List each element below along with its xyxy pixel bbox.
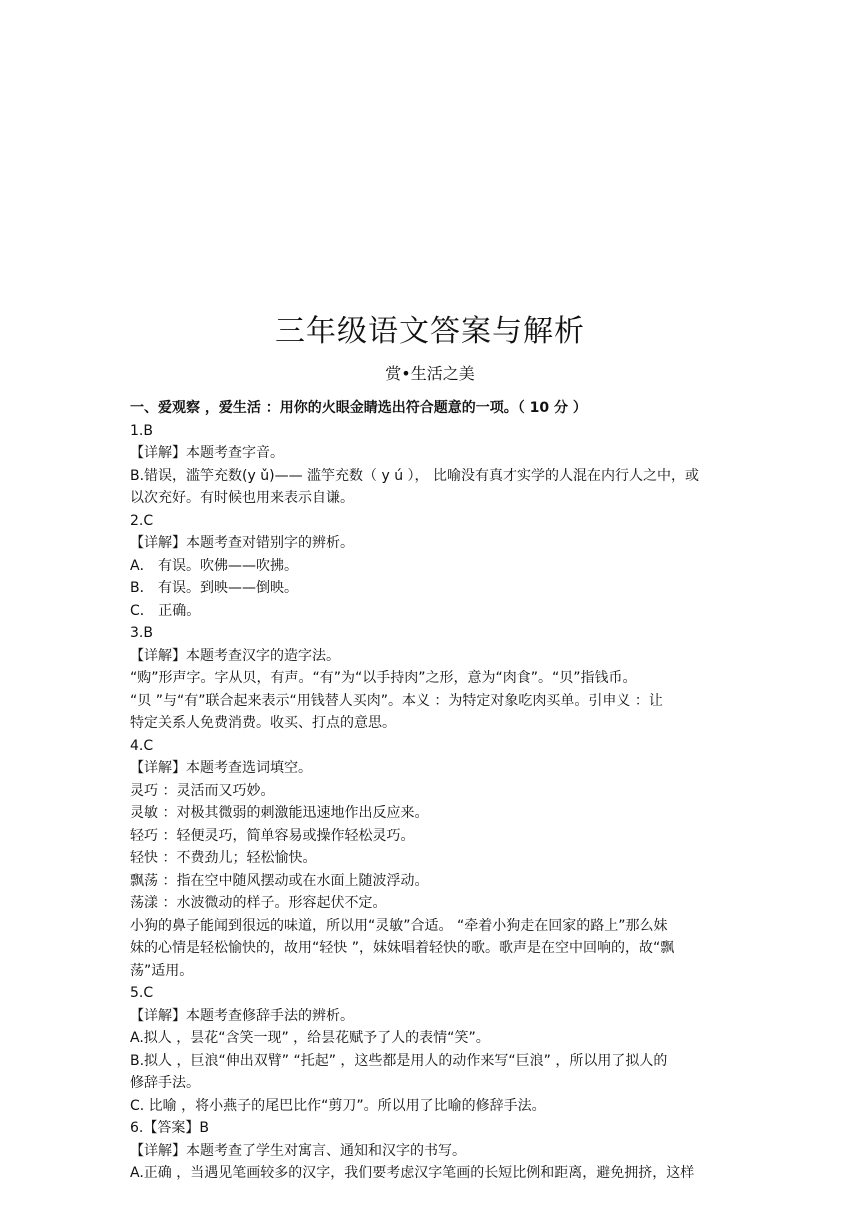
page-subtitle: 赏•生活之美 [385,364,475,383]
text-line: B． 有误。到映——倒映。 [130,580,299,596]
text-line: 荡漾 ：水波微动的样子。形容起伏不定。 [130,895,387,911]
text-line: C. 比喻 ，将小燕子的尾巴比作“剪刀”。所以用了比喻的修辞手法。 [130,1097,546,1114]
section-heading: 一、爱观察 ，爱生活 ：用你的火眼金睛选出符合题意的一项。（ 10 分 ） [130,400,587,416]
text-line: 6.【答案】B [130,1120,209,1136]
text-line: A． 有误。吹佛——吹拂。 [130,557,299,574]
text-line: 2.C [130,512,154,529]
text-line: 3.B [130,625,153,641]
text-line: 轻快 ：不费劲儿；轻松愉快。 [130,850,317,866]
text-line: 灵敏 ：对极其微弱的刺激能迅速地作出反应来。 [130,805,429,821]
text-line: 妹的心情是轻松愉快的，故用“轻快 ”，妹妹唱着轻快的歌。歌声是在空中回响的，故“飘 [130,940,675,956]
text-line: 【详解】本题考查了学生对寓言、通知和汉字的书写。 [130,1142,466,1159]
text-line: 【详解】本题考查字音。 [130,445,284,461]
text-line: 5.C [130,985,154,1001]
text-line: B.错误，滥竽充数(y ǔ)—— 滥竽充数（ y ú ）， 比喻没有真才实学的人混在内行人之中，或 [130,467,699,484]
text-line: 修辞手法。 [130,1075,200,1091]
text-line: 【详解】本题考查对错别字的辨析。 [130,535,354,551]
text-line: C． 正确。 [130,602,201,619]
text-line: “贝 ”与“有”联合起来表示“用钱替人买肉”。本义 ：为特定对象吃肉买单。引申义 ：让 [130,692,663,709]
text-line: 轻巧 ：轻便灵巧，简单容易或操作轻松灵巧。 [130,827,415,844]
text-line: 飘荡 ：指在空中随风摆动或在水面上随波浮动。 [130,872,429,889]
text-line: 4.C [130,737,154,754]
text-line: 灵巧 ：灵活而又巧妙。 [130,782,275,799]
text-line: B.拟人 ，巨浪“伸出双臂” “托起” ，这些都是用人的动作来写“巨浪” ，所以用了拟人的 [130,1052,668,1069]
text-line: 以次充好。有时候也用来表示自谦。 [130,490,354,506]
document-body [130,397,740,1185]
text-line: “购”形声字。字从贝，有声。“有”为“以手持肉”之形，意为“肉食”。“贝”指钱币。 [130,670,637,686]
text-line: A.正确 ，当遇见笔画较多的汉字，我们要考虑汉字笔画的长短比例和距离，避免拥挤，这样 [130,1165,695,1181]
text-line: 【详解】本题考查汉字的造字法。 [130,647,340,664]
text-line: 【详解】本题考查选词填空。 [130,760,312,776]
text-line: 1.B [130,422,153,439]
text-line: 小狗的鼻子能闻到很远的味道，所以用“灵敏”合适。 “牵着小狗走在回家的路上”那么妹 [130,917,668,934]
text-line: A.拟人 ，昙花“含笑一现” ，给昙花赋予了人的表情“笑”。 [130,1030,490,1046]
page-title: 三年级语文答案与解析 [275,314,585,349]
text-line: 特定关系人免费消费。收买、打点的意思。 [130,715,396,731]
text-line: 荡”适用。 [130,962,194,979]
text-line: 【详解】本题考查修辞手法的辨析。 [130,1007,354,1024]
